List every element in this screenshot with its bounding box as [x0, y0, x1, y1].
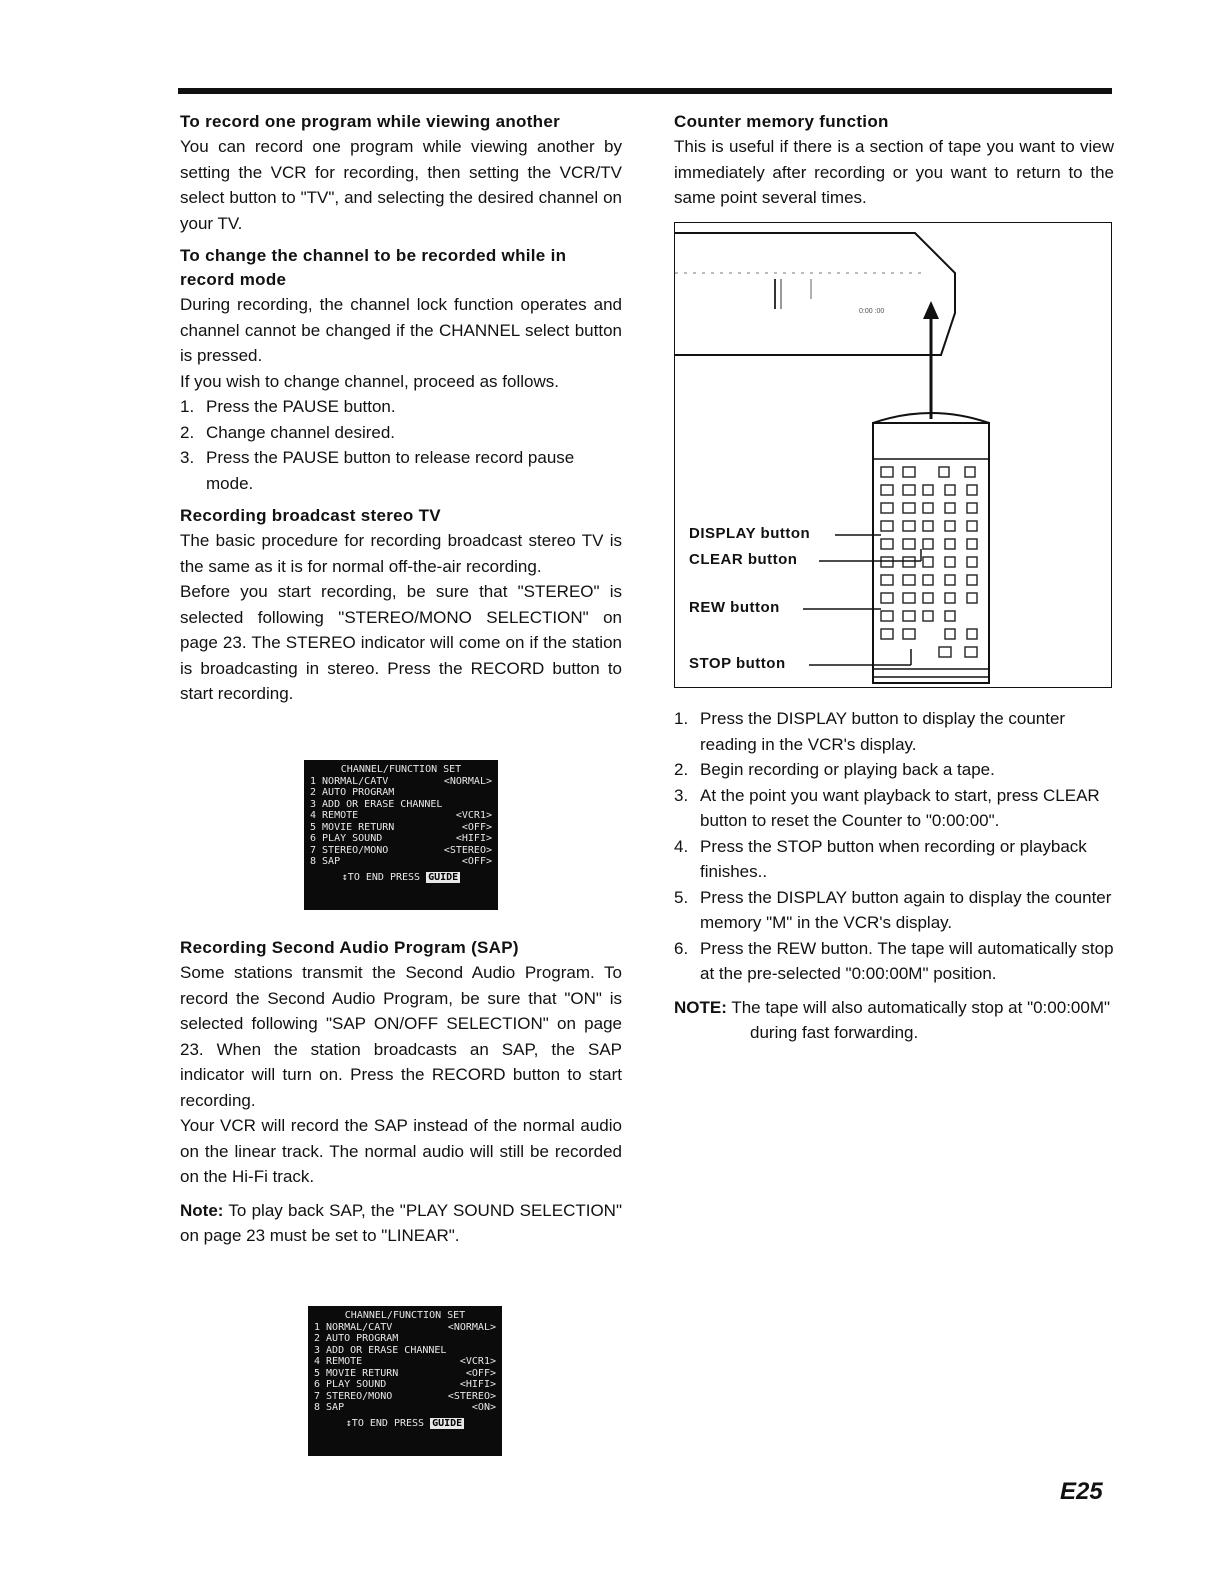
right-column-steps [674, 706, 1114, 1046]
paragraph-record-while-viewing: You can record one program while viewing another by setting the VCR for recording, then setting the VCR/TV select button to "TV", and selecting the desired channel on your TV. [180, 137, 622, 233]
list-item: 2. Change channel desired. [180, 422, 396, 442]
label-display-button: DISPLAY button [689, 525, 811, 542]
osd-menu-stereo [304, 760, 498, 910]
paragraph-sap-intro: Some stations transmit the Second Audio Program. To record the Second Audio Program, be sure that "ON" is selected following "SAP ON/OFF SELECTION" on page 23. When the station broadcasts an SAP, the SAP indicator will turn on. Press the RECORD button to start recording. [180, 963, 622, 1110]
osd-row: 1 NORMAL/CATV <NORMAL> [310, 775, 492, 787]
top-rule [178, 88, 1112, 94]
osd-row: 6 PLAY SOUND <HIFI> [314, 1379, 496, 1390]
osd-row: 2 AUTO PROGRAM [314, 1333, 399, 1344]
list-item: 4. Press the STOP button when recording or playback finishes.. [674, 836, 1087, 881]
paragraph-stereo-basic: The basic procedure for recording broadcast stereo TV is the same as it is for normal off-the-air recording. [180, 531, 622, 576]
osd-row: 6 PLAY SOUND <HIFI> [310, 833, 492, 844]
osd-row: 5 MOVIE RETURN <OFF> [310, 821, 492, 833]
osd-title: CHANNEL/FUNCTION SET [340, 764, 462, 775]
osd-footer: ↕TO END PRESS GUIDE [341, 871, 459, 883]
osd-title: CHANNEL/FUNCTION SET [344, 1310, 466, 1321]
list-item: 5. Press the DISPLAY button again to display the counter memory "M" in the VCR's display. [674, 887, 1112, 932]
osd-row: 3 ADD OR ERASE CHANNEL [310, 798, 443, 810]
vcr-remote-illustration [675, 223, 1111, 687]
paragraph-stereo-before: Before you start recording, be sure that "STEREO" is selected following "STEREO/MONO SELECTION" on page 23. The STEREO indicator will come on if the station is broadcasting in stereo. Press the RECORD button to start recording. [180, 582, 622, 703]
label-stop-button: STOP button [689, 655, 786, 672]
osd-row: 1 NORMAL/CATV <NORMAL> [314, 1321, 496, 1333]
list-item: 2. Begin recording or playing back a tape. [674, 760, 995, 779]
list-item: 1. Press the PAUSE button. [180, 397, 396, 416]
heading-record-while-viewing: To record one program while viewing another [180, 112, 561, 131]
osd-row: 7 STEREO/MONO <STEREO> [314, 1390, 496, 1402]
label-clear-button: CLEAR button [689, 551, 798, 568]
osd-row: 8 SAP <OFF> [310, 856, 492, 867]
list-item: 1. Press the DISPLAY button to display the counter reading in the VCR's display. [674, 709, 1066, 754]
osd-row: 8 SAP <ON> [314, 1402, 496, 1413]
paragraph-sap-record: Your VCR will record the SAP instead of the normal audio on the linear track. The normal audio will still be recorded on the Hi-Fi track. [180, 1116, 622, 1186]
list-item: 6. Press the REW button. The tape will automatically stop at the pre-selected "0:00:00M" position. [674, 938, 1114, 983]
guide-badge: GUIDE [432, 1417, 463, 1429]
osd-row: 4 REMOTE <VCR1> [314, 1356, 496, 1367]
sap-note: Note: To play back SAP, the "PLAY SOUND SELECTION" on page 23 must be set to "LINEAR". [180, 1200, 622, 1245]
right-column-top [674, 110, 1114, 211]
heading-stereo: Recording broadcast stereo TV [180, 506, 441, 525]
list-item: 3. At the point you want playback to start, press CLEAR button to reset the Counter to "0:00:00". [674, 785, 1100, 830]
osd-menu-sap [308, 1306, 502, 1456]
osd-footer: ↕TO END PRESS GUIDE [345, 1417, 463, 1429]
left-column [180, 110, 622, 707]
osd-row: 2 AUTO PROGRAM [310, 787, 395, 798]
guide-badge: GUIDE [428, 871, 459, 883]
list-item: 3. Press the PAUSE button to release record pause mode. [180, 448, 575, 493]
osd-row: 4 REMOTE <VCR1> [310, 810, 492, 821]
paragraph-counter-intro: This is useful if there is a section of tape you want to view immediately after recording or you want to return to the same point several times. [674, 137, 1114, 207]
paragraph-channel-lock: During recording, the channel lock function operates and channel cannot be changed if the CHANNEL select button is pressed. [180, 295, 622, 365]
osd-row: 3 ADD OR ERASE CHANNEL [314, 1344, 447, 1356]
heading-sap: Recording Second Audio Program (SAP) [180, 938, 519, 957]
paragraph-proceed: If you wish to change channel, proceed as follows. [180, 371, 559, 391]
osd-row: 5 MOVIE RETURN <OFF> [314, 1367, 496, 1379]
label-rew-button: REW button [689, 599, 780, 616]
sap-section [180, 936, 622, 1249]
change-channel-steps [180, 394, 622, 496]
osd-row: 7 STEREO/MONO <STEREO> [310, 844, 492, 856]
svg-text:0:00 :00: 0:00 :00 [859, 308, 885, 315]
page-number: E25 [1060, 1478, 1103, 1505]
vcr-remote-figure [674, 222, 1112, 688]
heading-change-channel: To change the channel to be recorded while in record mode [180, 246, 567, 289]
counter-steps [674, 706, 1114, 987]
counter-note: NOTE: The tape will also automatically stop at "0:00:00M" during fast forwarding. [674, 997, 1111, 1042]
heading-counter-memory: Counter memory function [674, 112, 889, 131]
